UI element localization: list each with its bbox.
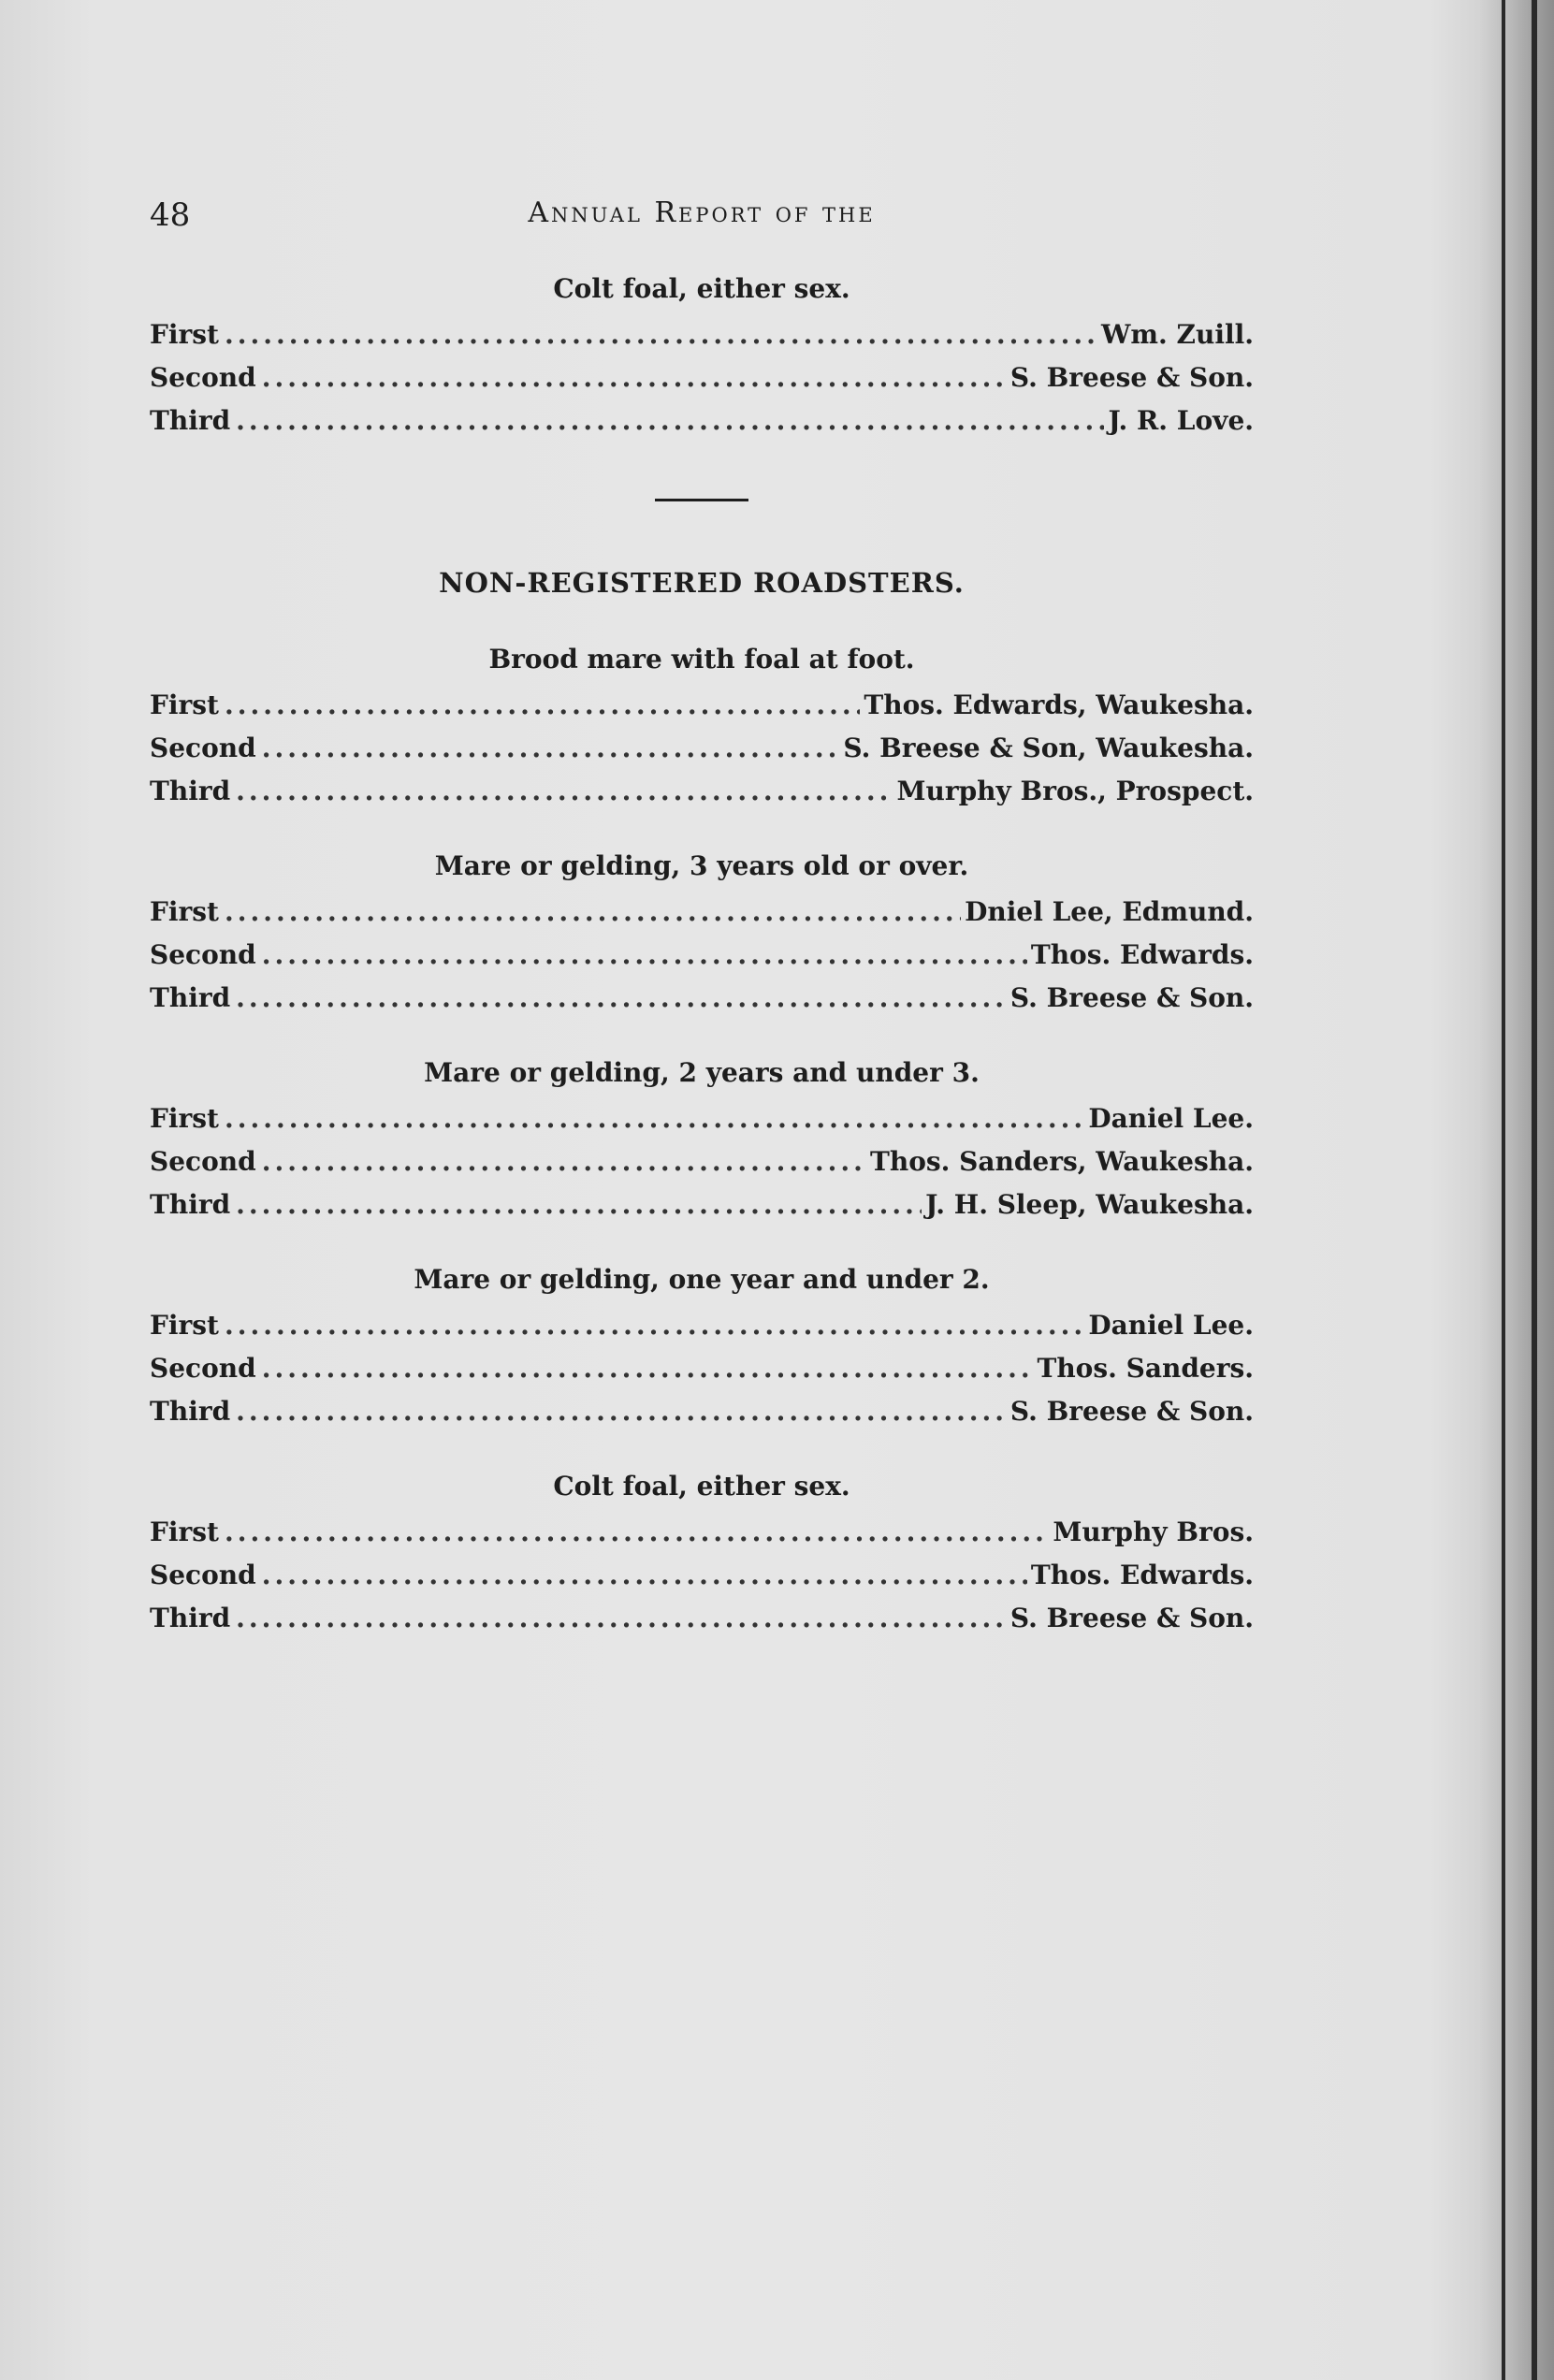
dot-leader	[236, 1183, 922, 1226]
class-subtitle: Mare or gelding, 2 years and under 3.	[424, 1057, 980, 1088]
award-entry	[150, 313, 1254, 356]
class-subtitle: Mare or gelding, one year and under 2.	[414, 1264, 990, 1295]
place-label: Second	[150, 1353, 256, 1384]
dot-leader	[225, 684, 860, 727]
winner-name: Thos. Edwards.	[1030, 939, 1254, 970]
class-subtitle: Brood mare with foal at foot.	[488, 644, 915, 675]
award-block	[150, 1057, 1254, 1226]
winner-name: S. Breese & Son.	[1009, 1396, 1254, 1427]
winner-name: Wm. Zuill.	[1100, 319, 1254, 350]
place-label: Second	[150, 1560, 256, 1590]
award-block	[150, 644, 1254, 813]
dot-leader	[236, 1597, 1007, 1640]
dot-leader	[236, 977, 1007, 1020]
award-entry	[150, 1390, 1254, 1433]
dot-leader	[236, 770, 893, 813]
place-label: Second	[150, 1146, 256, 1177]
award-entry	[150, 684, 1254, 727]
winner-name: Thos. Sanders, Waukesha.	[870, 1146, 1254, 1177]
winner-name: Murphy Bros., Prospect.	[896, 776, 1254, 806]
winner-name: Thos. Edwards.	[1030, 1560, 1254, 1590]
winner-name: Thos. Sanders.	[1037, 1353, 1254, 1384]
award-entry	[150, 1140, 1254, 1183]
dot-leader	[225, 1097, 1084, 1140]
dot-leader	[262, 356, 1007, 399]
place-label: Third	[150, 1396, 231, 1427]
binding-edge-line	[1532, 0, 1537, 2380]
binding-edge-line	[1502, 0, 1505, 2380]
dot-leader	[236, 1390, 1007, 1433]
place-label: First	[150, 319, 219, 350]
winner-name: Daniel Lee.	[1088, 1310, 1254, 1341]
place-label: Third	[150, 1189, 231, 1220]
dot-leader	[262, 934, 1027, 977]
class-subtitle: Mare or gelding, 3 years old or over.	[434, 850, 969, 881]
dot-leader	[225, 891, 961, 934]
award-entry	[150, 770, 1254, 813]
award-entry	[150, 1597, 1254, 1640]
place-label: First	[150, 896, 219, 927]
award-entry	[150, 727, 1254, 770]
place-label: First	[150, 1517, 219, 1547]
section-divider-rule	[655, 499, 748, 501]
winner-name: S. Breese & Son, Waukesha.	[843, 733, 1254, 763]
running-head-title: Annual Report of the	[528, 196, 876, 229]
award-entry	[150, 934, 1254, 977]
award-entry	[150, 356, 1254, 399]
dot-leader	[262, 727, 840, 770]
dot-leader	[236, 399, 1104, 443]
place-label: Third	[150, 1603, 231, 1633]
award-entry	[150, 1183, 1254, 1226]
dot-leader	[262, 1554, 1027, 1597]
place-label: Third	[150, 982, 231, 1013]
class-subtitle: Colt foal, either sex.	[553, 1471, 850, 1502]
dot-leader	[262, 1140, 866, 1183]
award-entry	[150, 1511, 1254, 1554]
award-entry	[150, 1347, 1254, 1390]
winner-name: Thos. Edwards, Waukesha.	[864, 689, 1254, 720]
award-block	[150, 1264, 1254, 1433]
place-label: First	[150, 1310, 219, 1341]
running-head	[150, 196, 1254, 253]
place-label: Third	[150, 405, 231, 436]
winner-name: Daniel Lee.	[1088, 1103, 1254, 1134]
dot-leader	[225, 1511, 1049, 1554]
award-entry	[150, 1304, 1254, 1347]
dot-leader	[225, 1304, 1084, 1347]
award-entry	[150, 891, 1254, 934]
dot-leader	[262, 1347, 1034, 1390]
award-entry	[150, 1097, 1254, 1140]
award-block	[150, 273, 1254, 443]
award-block	[150, 1471, 1254, 1640]
winner-name: S. Breese & Son.	[1009, 982, 1254, 1013]
place-label: Third	[150, 776, 231, 806]
winner-name: J. R. Love.	[1108, 405, 1254, 436]
place-label: Second	[150, 939, 256, 970]
page-edge-shadow	[1479, 0, 1554, 2380]
place-label: First	[150, 689, 219, 720]
winner-name: Murphy Bros.	[1053, 1517, 1254, 1547]
award-block	[150, 850, 1254, 1020]
dot-leader	[225, 313, 1097, 356]
winner-name: S. Breese & Son.	[1009, 1603, 1254, 1633]
award-entry	[150, 977, 1254, 1020]
winner-name: J. H. Sleep, Waukesha.	[925, 1189, 1254, 1220]
award-entry	[150, 399, 1254, 443]
page-content	[150, 196, 1254, 1640]
class-subtitle: Colt foal, either sex.	[553, 273, 850, 304]
place-label: First	[150, 1103, 219, 1134]
place-label: Second	[150, 362, 256, 393]
page-number: 48	[150, 196, 191, 234]
section-title: NON-REGISTERED ROADSTERS.	[439, 567, 965, 599]
award-entry	[150, 1554, 1254, 1597]
place-label: Second	[150, 733, 256, 763]
winner-name: Dniel Lee, Edmund.	[965, 896, 1254, 927]
winner-name: S. Breese & Son.	[1009, 362, 1254, 393]
